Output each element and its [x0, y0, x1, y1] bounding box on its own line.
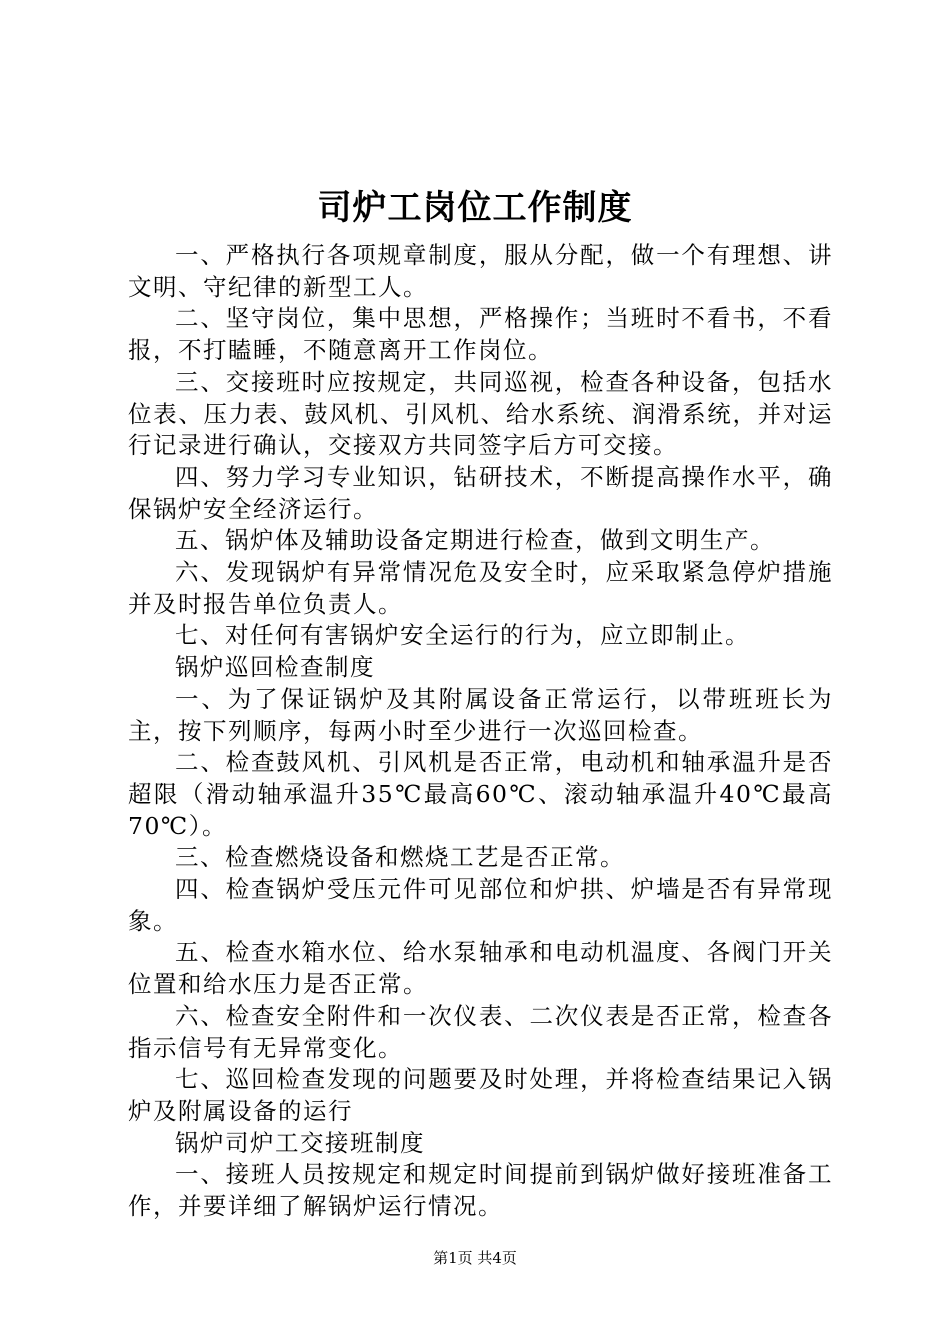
paragraph: 一、为了保证锅炉及其附属设备正常运行，以带班班长为主，按下列顺序，每两小时至少进行一次巡回检查。	[128, 684, 833, 745]
paragraph: 二、检查鼓风机、引风机是否正常，电动机和轴承温升是否超限（滑动轴承温升35℃最高60℃、滚动轴承温升40℃最高70℃）。	[128, 748, 833, 840]
paragraph: 三、检查燃烧设备和燃烧工艺是否正常。	[175, 843, 625, 872]
paragraph: 七、巡回检查发现的问题要及时处理，并将检查结果记入锅炉及附属设备的运行	[128, 1065, 833, 1125]
paragraph: 一、接班人员按规定和规定时间提前到锅炉做好接班准备工作，并要详细了解锅炉运行情况。	[128, 1160, 833, 1221]
paragraph: 二、坚守岗位，集中思想，严格操作；当班时不看书，不看报，不打瞌睡，不随意离开工作岗位。	[128, 304, 833, 365]
paragraph: 四、检查锅炉受压元件可见部位和炉拱、炉墙是否有异常现象。	[128, 875, 833, 935]
paragraph: 一、严格执行各项规章制度，服从分配，做一个有理想、讲文明、守纪律的新型工人。	[128, 241, 833, 301]
paragraph: 六、发现锅炉有异常情况危及安全时，应采取紧急停炉措施并及时报告单位负责人。	[128, 558, 833, 618]
page-number-footer: 第1页 共4页	[433, 1249, 517, 1267]
paragraph: 七、对任何有害锅炉安全运行的行为，应立即制止。	[175, 621, 750, 650]
paragraph: 四、努力学习专业知识，钻研技术，不断提高操作水平，确保锅炉安全经济运行。	[128, 462, 833, 523]
page-title: 司炉工岗位工作制度	[317, 188, 633, 228]
paragraph: 六、检查安全附件和一次仪表、二次仪表是否正常，检查各指示信号有无异常变化。	[128, 1001, 833, 1062]
section-heading: 锅炉巡回检查制度	[175, 653, 375, 682]
paragraph: 三、交接班时应按规定，共同巡视，检查各种设备，包括水位表、压力表、鼓风机、引风机、给水系统、润滑系统，并对运行记录进行确认，交接双方共同签字后方可交接。	[128, 367, 833, 460]
paragraph: 五、检查水箱水位、给水泵轴承和电动机温度、各阀门开关位置和给水压力是否正常。	[128, 938, 833, 999]
section-heading: 锅炉司炉工交接班制度	[175, 1128, 425, 1157]
paragraph: 五、锅炉体及辅助设备定期进行检查，做到文明生产。	[175, 526, 775, 555]
document-body	[128, 240, 833, 1223]
